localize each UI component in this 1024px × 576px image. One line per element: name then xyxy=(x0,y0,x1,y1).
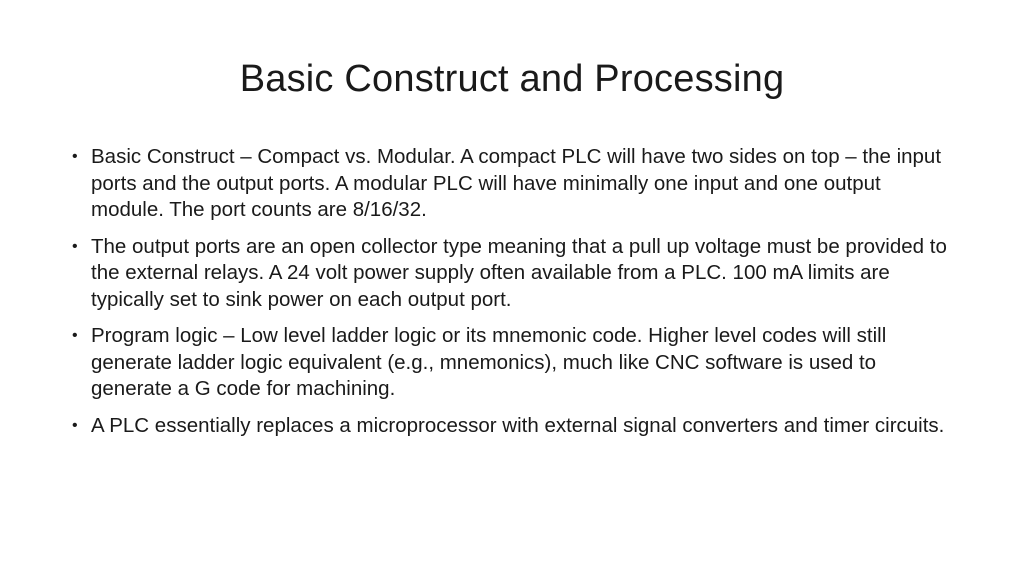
bullet-icon: • xyxy=(72,327,78,344)
bullet-text: The output ports are an open collector type meaning that a pull up voltage must be provided to the external relays. A 24 volt power supply often available from a PLC. 100 mA limits are typically set to sink power on each output port. xyxy=(91,234,947,311)
slide-title: Basic Construct and Processing xyxy=(239,58,785,100)
bullet-text: A PLC essentially replaces a microprocessor with external signal converters and timer circuits. xyxy=(91,413,945,437)
bullet-icon: • xyxy=(72,237,78,255)
bullet-icon: • xyxy=(72,148,78,165)
bullet-list xyxy=(70,144,950,449)
bullet-text: Program logic – Low level ladder logic or its mnemonic code. Higher level codes will still generate ladder logic equivalent (e.g., mnemonics), much like CNC software is used to generate a G code for machining. xyxy=(91,324,887,400)
bullet-item-construct xyxy=(70,144,950,224)
bullet-icon: • xyxy=(72,416,78,434)
bullet-item-plc-replacement xyxy=(70,413,950,440)
bullet-text: Basic Construct – Compact vs. Modular. A compact PLC will have two sides on top – the input ports and the output ports. A modular PLC will have minimally one input and one output module. The port counts are 8/16/32. xyxy=(91,145,942,221)
bullet-item-output-ports xyxy=(70,234,950,314)
bullet-item-program-logic xyxy=(70,323,950,403)
